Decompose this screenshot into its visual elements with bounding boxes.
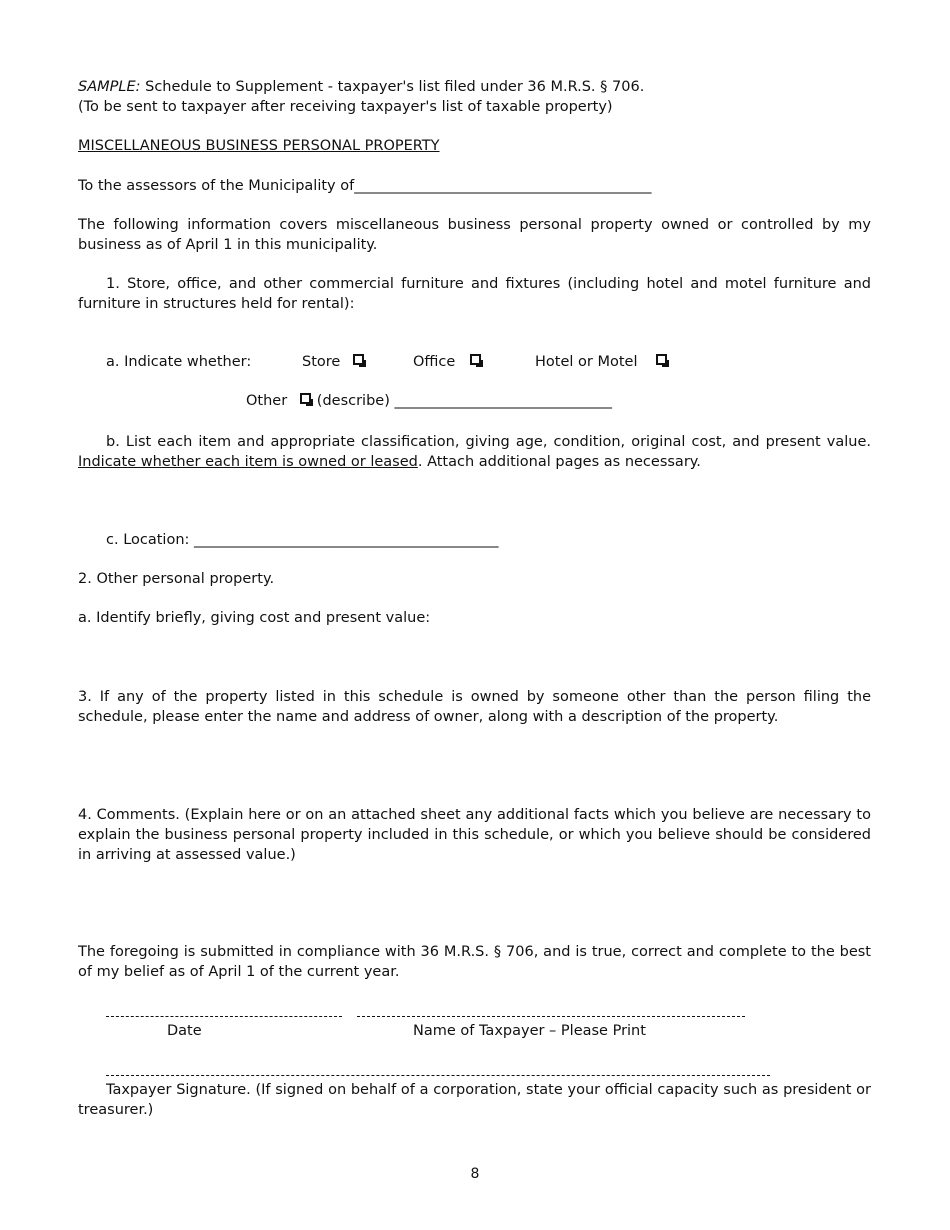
- store-option[interactable]: [302, 352, 364, 372]
- item-3-text: 3. If any of the property listed in this schedule is owned by someone other than the person filing the schedule, please enter the name and address of owner, along with a description of the property.: [78, 689, 871, 725]
- describe-field[interactable]: (describe) ______________________________: [316, 393, 612, 409]
- date-label: Date: [167, 1023, 202, 1039]
- compliance-statement: The foregoing is submitted in compliance with 36 M.R.S. § 706, and is true, correct and complete to the best of my belief as of April 1 of the current year.: [78, 944, 871, 980]
- name-line[interactable]: [357, 1016, 745, 1017]
- office-checkbox[interactable]: [470, 354, 481, 365]
- other-checkbox[interactable]: [300, 393, 311, 404]
- date-line[interactable]: [106, 1016, 342, 1017]
- item-2-text: 2. Other personal property.: [78, 571, 275, 587]
- signature-instructions: Taxpayer Signature. (If signed on behalf of a corporation, state your official capacity such as president or treasurer.): [78, 1082, 871, 1118]
- name-label: Name of Taxpayer – Please Print: [413, 1023, 646, 1039]
- other-label: Other: [246, 393, 288, 409]
- store-label: Store: [302, 354, 341, 370]
- schedule-subtitle: (To be sent to taxpayer after receiving taxpayer's list of taxable property): [78, 99, 613, 115]
- item-2a-text: a. Identify briefly, giving cost and present value:: [78, 610, 431, 626]
- indicate-label: a. Indicate whether:: [106, 354, 252, 370]
- title-text: Schedule to Supplement - taxpayer's list filed under 36 M.R.S. § 706.: [140, 79, 645, 95]
- sample-label: SAMPLE:: [78, 79, 141, 95]
- section-heading: MISCELLANEOUS BUSINESS PERSONAL PROPERTY: [78, 138, 440, 154]
- location-field[interactable]: c. Location: __________________________________________: [106, 532, 499, 548]
- assessors-line: To the assessors of the Municipality of_________________________________________: [78, 178, 652, 194]
- signature-line[interactable]: [106, 1075, 770, 1076]
- schedule-title: [78, 77, 871, 97]
- page-number: 8: [470, 1166, 480, 1182]
- store-checkbox[interactable]: [353, 354, 364, 365]
- office-option[interactable]: [413, 352, 481, 372]
- intro-paragraph: The following information covers miscellaneous business personal property owned or controlled by my business as of April 1 in this municipality.: [78, 217, 871, 253]
- office-label: Office: [413, 354, 456, 370]
- other-option[interactable]: [246, 391, 612, 411]
- item-1b-text: b. List each item and appropriate classification, giving age, condition, original cost, and present value. Indicate whether each item is owned or leased. Attach additional pages as necessary.: [78, 434, 871, 470]
- item-4-text: 4. Comments. (Explain here or on an attached sheet any additional facts which you believe are necessary to explain the business personal property included in this schedule, or which you believe should be considered in arriving at assessed value.): [78, 807, 871, 863]
- owned-leased-note: Indicate whether each item is owned or leased: [78, 454, 418, 470]
- hotel-label: Hotel or Motel: [535, 354, 638, 370]
- hotel-option[interactable]: [535, 352, 667, 372]
- item-1-text: 1. Store, office, and other commercial furniture and fixtures (including hotel and motel furniture and furniture in structures held for rental):: [78, 276, 871, 312]
- hotel-checkbox[interactable]: [656, 354, 667, 365]
